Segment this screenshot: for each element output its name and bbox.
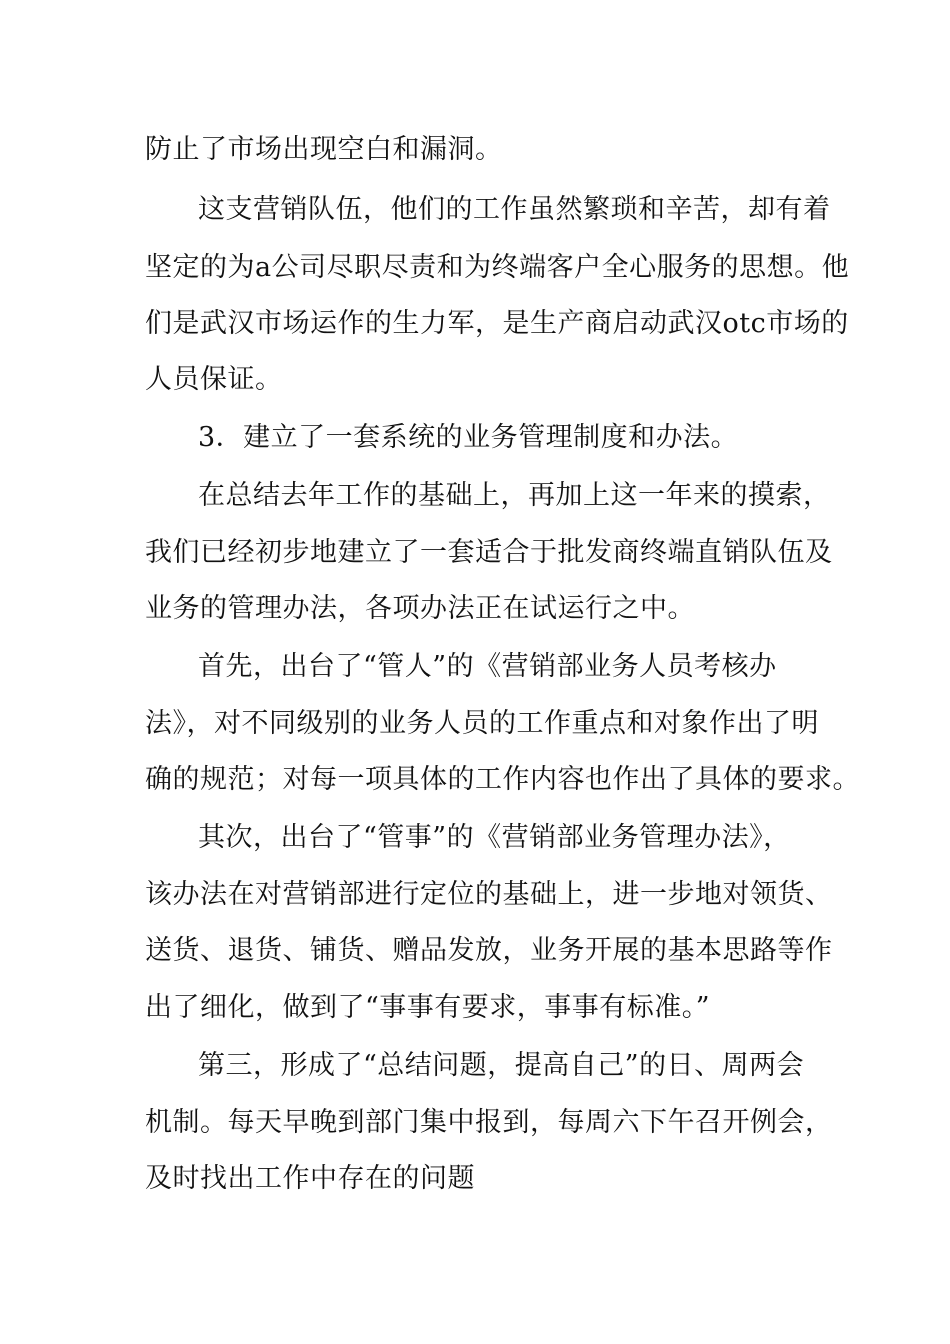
text-line: 我们已经初步地建立了一套适合于批发商终端直销队伍及	[145, 537, 833, 568]
paragraph-start-line: 第三，形成了“总结问题，提高自己”的日、周两会	[198, 1050, 805, 1081]
text-line: 业务的管理办法，各项办法正在试运行之中。	[145, 593, 695, 624]
text-line: 坚定的为a公司尽职尽责和为终端客户全心服务的思想。他	[145, 252, 850, 283]
text-line: 法》，对不同级别的业务人员的工作重点和对象作出了明	[145, 708, 819, 739]
text-line: 及时找出工作中存在的问题	[145, 1163, 475, 1194]
paragraph-start-line: 首先，出台了“管人”的《营销部业务人员考核办	[198, 651, 777, 682]
text-line: 送货、退货、铺货、赠品发放，业务开展的基本思路等作	[145, 935, 833, 966]
text-line: 人员保证。	[145, 364, 283, 395]
section-heading: 3．建立了一套系统的业务管理制度和办法。	[198, 422, 739, 453]
text-line: 确的规范；对每一项具体的工作内容也作出了具体的要求。	[145, 764, 860, 795]
text-line: 们是武汉市场运作的生力军，是生产商启动武汉otc市场的	[145, 308, 849, 339]
text-line: 机制。每天早晚到部门集中报到，每周六下午召开例会，	[145, 1107, 833, 1138]
paragraph-start-line: 这支营销队伍，他们的工作虽然繁琐和辛苦，却有着	[198, 194, 831, 225]
text-line: 出了细化，做到了“事事有要求，事事有标准。”	[145, 992, 711, 1023]
text-line: 防止了市场出现空白和漏洞。	[145, 134, 503, 165]
text-line: 该办法在对营销部进行定位的基础上，进一步地对领货、	[145, 879, 833, 910]
paragraph-start-line: 其次，出台了“管事”的《营销部业务管理办法》，	[198, 822, 791, 853]
paragraph-start-line: 在总结去年工作的基础上，再加上这一年来的摸索，	[198, 480, 831, 511]
